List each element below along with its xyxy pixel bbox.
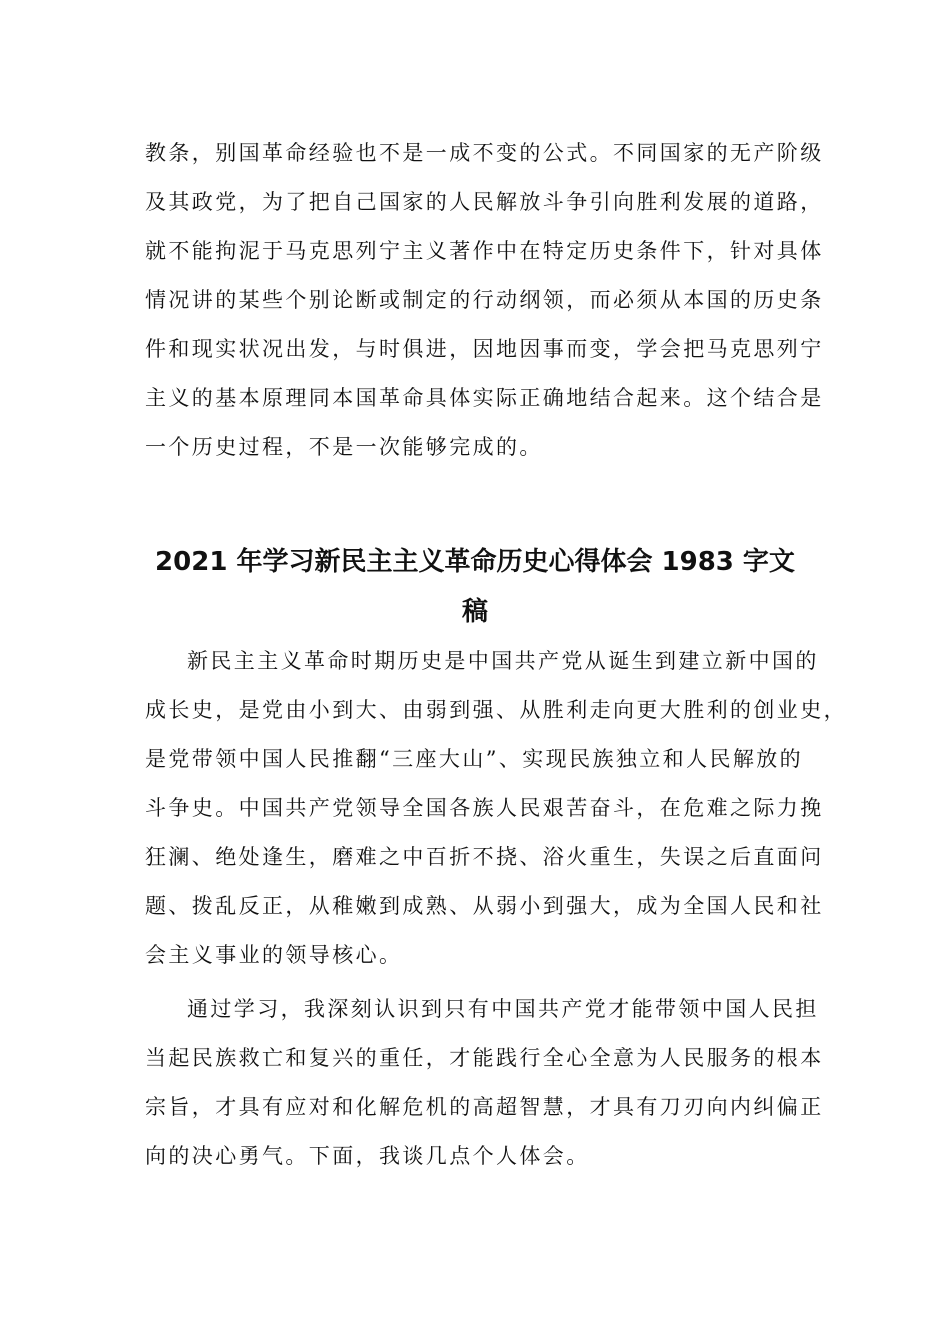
paragraph-line: 斗争史。中国共产党领导全国各族人民艰苦奋斗，在危难之际力挽 (145, 796, 824, 820)
paragraph-line: 教条，别国革命经验也不是一成不变的公式。不同国家的无产阶级 (145, 141, 824, 165)
paragraph-line: 狂澜、绝处逢生，磨难之中百折不挠、浴火重生，失误之后直面问 (145, 845, 824, 869)
paragraph-line: 成长史，是党由小到大、由弱到强、从胜利走向更大胜利的创业史， (145, 698, 847, 722)
paragraph-line: 件和现实状况出发，与时俱进，因地因事而变，学会把马克思列宁 (145, 337, 824, 361)
title-line-2: 稿 (461, 597, 488, 627)
title-line-1: 2021 年学习新民主主义革命历史心得体会 1983 字文 (155, 547, 795, 577)
paragraph-line: 当起民族救亡和复兴的重任，才能践行全心全意为人民服务的根本 (145, 1046, 824, 1070)
body-paragraph-2 (145, 985, 824, 1181)
paragraph-line: 及其政党，为了把自己国家的人民解放斗争引向胜利发展的道路， (145, 190, 824, 214)
paragraph-line: 就不能拘泥于马克思列宁主义著作中在特定历史条件下，针对具体 (145, 239, 824, 263)
paragraph-line: 向的决心勇气。下面，我谈几点个人体会。 (145, 1144, 590, 1168)
paragraph-line: 宗旨，才具有应对和化解危机的高超智慧，才具有刀刃向内纠偏正 (145, 1095, 824, 1119)
paragraph-line: 新民主主义革命时期历史是中国共产党从诞生到建立新中国的 (187, 649, 819, 673)
paragraph-line: 是党带领中国人民推翻“三座大山”、实现民族独立和人民解放的 (145, 747, 804, 771)
paragraph-line: 一个历史过程，不是一次能够完成的。 (145, 435, 543, 459)
body-paragraph-1 (145, 637, 847, 980)
paragraph-line: 通过学习，我深刻认识到只有中国共产党才能带领中国人民担 (187, 997, 819, 1021)
intro-paragraph (145, 129, 824, 472)
paragraph-line: 情况讲的某些个别论断或制定的行动纲领，而必须从本国的历史条 (145, 288, 824, 312)
paragraph-line: 主义的基本原理同本国革命具体实际正确地结合起来。这个结合是 (145, 386, 824, 410)
document-title (120, 537, 830, 637)
paragraph-line: 会主义事业的领导核心。 (145, 943, 403, 967)
paragraph-line: 题、拨乱反正，从稚嫩到成熟、从弱小到强大，成为全国人民和社 (145, 894, 824, 918)
